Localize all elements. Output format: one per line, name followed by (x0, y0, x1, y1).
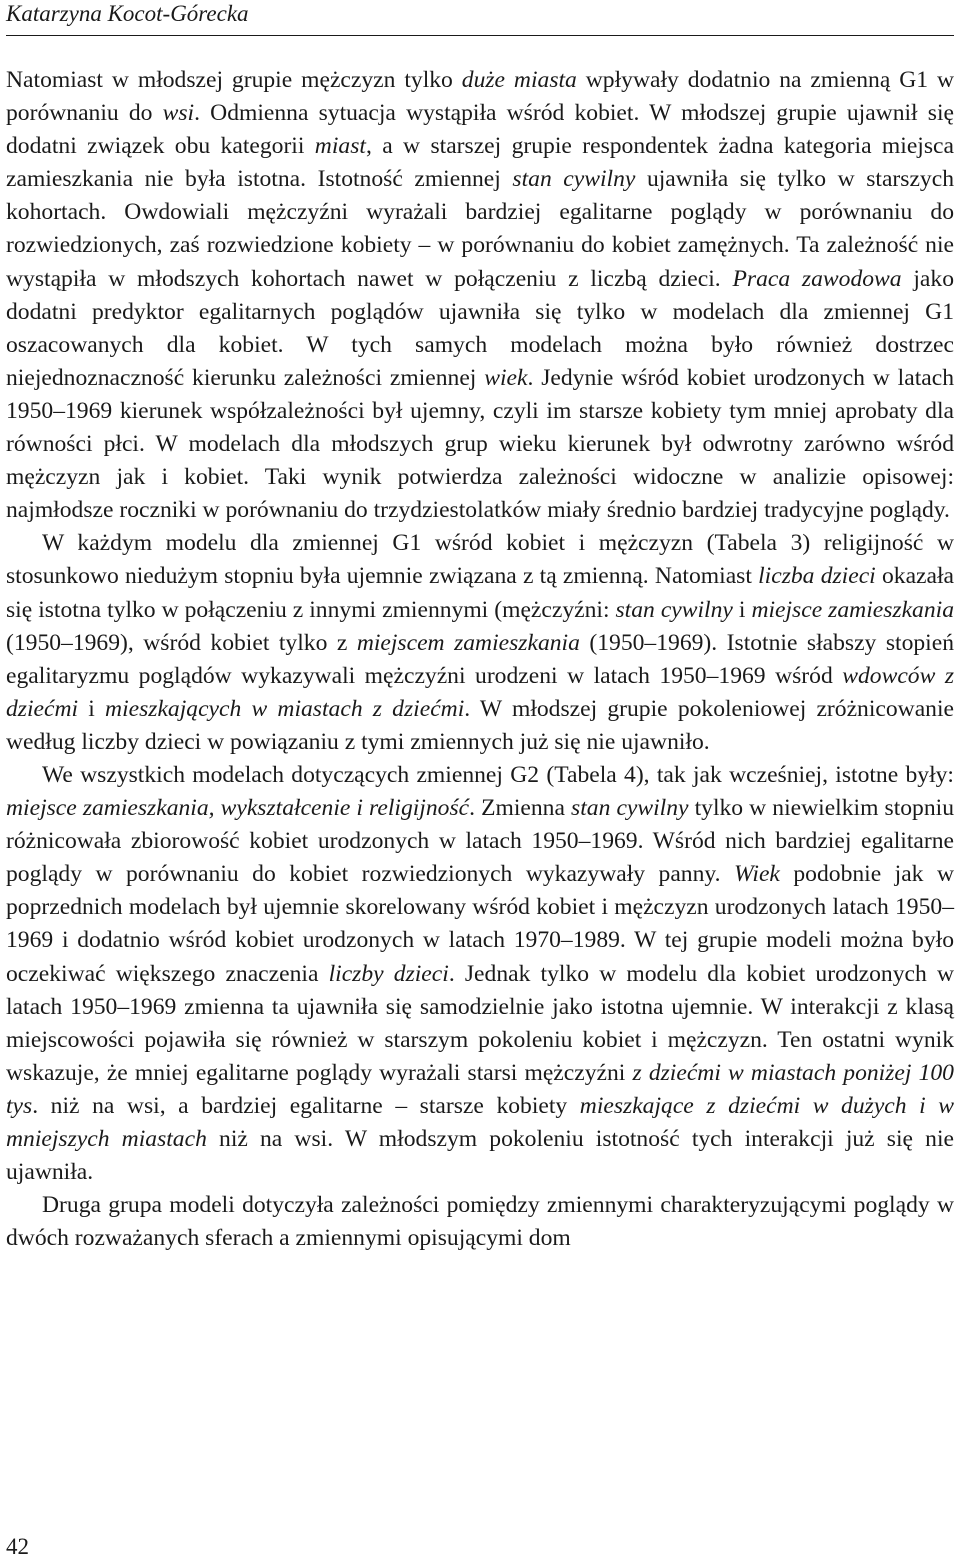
text-run: . Odmienna sytuacja wystąpiła wśród kobiet. W młodszej grupie ujawnił się dodatni związek obu kategorii (6, 100, 954, 160)
text-run: . Jednak tylko w modelu dla kobiet urodzonych w latach 1950–1969 zmienna ta ujawniła się samodzielnie jako istotna ujemnie. W interakcji z klasą miejscowości pojawiła się również w starszym pokoleniu kobiet i mężczyzn. Ten ostatni wynik wskazuje, że mniej egalitarne poglądy wyrażali starsi mężczyźni (6, 960, 954, 1086)
italic-text-run: Praca zawodowa (732, 265, 902, 292)
text-run: i (78, 695, 106, 722)
text-run: jako dodatni predyktor egalitarnych poglądów ujawniła się tylko w modelach dla zmiennej G1 oszacowanych dla kobiet. W tych samych modelach można było również dostrzec niejednoznaczność kierunku zależności zmiennej (6, 265, 954, 391)
italic-text-run: mieszkające z dziećmi w dużych i w mniejszych miastach (6, 1092, 954, 1152)
text-run: Natomiast w młodszej grupie mężczyzn tylko (6, 67, 462, 93)
italic-text-run: stan cywilny (512, 166, 636, 193)
italic-text-run: wdowców z dziećmi (6, 662, 954, 722)
italic-text-run: duże miasta (461, 67, 577, 93)
text-run: (1950–1969), wśród kobiet tylko z (6, 629, 357, 656)
text-run: ujawniła się tylko w starszych kohortach. Owdowiali mężczyźni wyrażali bardziej egalitarne poglądy w porównaniu do rozwiedzionych, zaś rozwiedzione kobiety – w porównaniu do kobiet zamężnych. Ta zależność nie wystąpiła w młodszych kohortach nawet w połączeniu z liczbą dzieci. (6, 166, 954, 292)
text-run: , a w starszej grupie respondentek żadna kategoria miejsca zamieszkania nie była istotna. Istotność zmiennej (6, 133, 954, 193)
text-run: W każdym modelu dla zmiennej G1 wśród kobiet i mężczyzn (Tabela 3) religijność w stosunkowo niedużym stopniu była ujemnie związana z tą zmienną. Natomiast (6, 530, 954, 590)
text-run: . Jedynie wśród kobiet urodzonych w latach 1950–1969 kierunek współzależności był ujemny, czyli im starsze kobiety tym mniej aprobaty dla równości płci. W modelach dla młodszych grup wieku kierunek był odwrotny zarówno wśród mężczyzn jak i kobiet. Taki wynik potwierdza zależności widoczne w analizie opisowej: najmłodsze roczniki w porównaniu do trzydziestolatków miały średnio bardziej tradycyjne poglądy. (6, 364, 954, 524)
text-run: niż na wsi. W młodszym pokoleniu istotność tych interakcji już się nie ujawniła. (6, 1126, 954, 1186)
italic-text-run: stan cywilny (571, 795, 689, 822)
text-run: i (732, 596, 752, 623)
paragraph (6, 64, 954, 527)
italic-text-run: miejsce zamieszkania (751, 596, 954, 623)
italic-text-run: wsi (162, 100, 195, 127)
italic-text-run: mieszkających w miastach z dziećmi (105, 695, 465, 722)
text-run: podobnie jak w poprzednich modelach był ujemnie skorelowany wśród kobiet i mężczyzn urodzonych latach 1950–1969 i dodatnio wśród kobiet urodzonych w latach 1970–1989. W tej grupie modeli można było oczekiwać większego znaczenia (6, 861, 954, 987)
text-run: . Zmienna (469, 795, 572, 822)
text-run: (1950–1969). Istotnie słabszy stopień egalitaryzmu poglądów wykazywali mężczyźni urodzeni w latach 1950–1969 wśród (6, 629, 954, 689)
text-run: okazała się istotna tylko w połączeniu z innymi zmiennymi (mężczyźni: (6, 563, 955, 623)
italic-text-run: miejscem zamieszkania (356, 629, 580, 656)
italic-text-run: miejsce zamieszkania, wykształcenie i religijność (6, 795, 470, 822)
italic-text-run: miast (314, 133, 366, 160)
italic-text-run: liczby dzieci (328, 960, 449, 987)
text-run: . W młodszej grupie pokoleniowej zróżnicowanie według liczby dzieci w powiązaniu z tymi zmiennych już się nie ujawniło. (6, 695, 954, 755)
text-run: Druga grupa modeli dotyczyła zależności pomiędzy zmiennymi charakteryzującymi poglądy w dwóch rozważanych sferach a zmiennymi opisującymi dom (6, 1192, 954, 1252)
text-run: tylko w niewielkim stopniu różnicowała zbiorowość kobiet urodzonych w latach 1950–1969. Wśród nich bardziej egalitarne poglądy w porównaniu do kobiet rozwiedzionych wykazywały panny. (6, 795, 954, 888)
paragraph (6, 1189, 954, 1255)
text-run: We wszystkich modelach dotyczących zmiennej G2 (Tabela 4), tak jak wcześniej, istotne były: (42, 761, 954, 788)
running-head-author: Katarzyna Kocot-Górecka (6, 1, 249, 26)
paragraph (6, 527, 954, 759)
italic-text-run: Wiek (734, 861, 780, 888)
italic-text-run: wiek (484, 364, 528, 391)
paragraph (6, 759, 954, 1189)
italic-text-run: z dziećmi w miastach poniżej 100 tys (6, 1059, 954, 1119)
page-number: 42 (6, 1534, 29, 1559)
header-rule (6, 35, 954, 36)
italic-text-run: stan cywilny (615, 596, 733, 623)
italic-text-run: liczba dzieci (758, 563, 876, 590)
body-text (6, 64, 954, 1255)
text-run: . niż na wsi, a bardziej egalitarne – starsze kobiety (32, 1092, 580, 1119)
text-run: wpływały dodatnio na zmienną G1 w porównaniu do (6, 67, 955, 127)
